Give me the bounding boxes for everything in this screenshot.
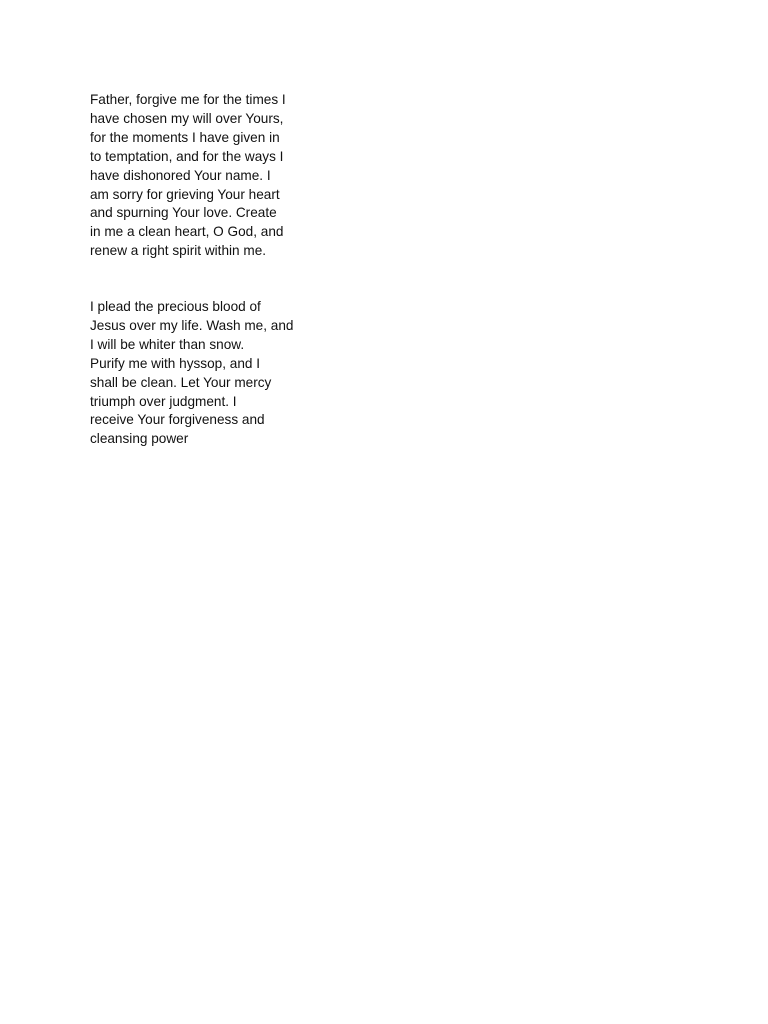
- text-line: have dishonored Your name. I: [90, 167, 271, 183]
- text-line: for the moments I have given in: [90, 129, 280, 145]
- text-line: Jesus over my life. Wash me, and: [90, 317, 294, 333]
- text-line: shall be clean. Let Your mercy: [90, 374, 272, 390]
- text-line: am sorry for grieving Your heart: [90, 186, 280, 202]
- text-line: I will be whiter than snow.: [90, 336, 245, 352]
- text-line: receive Your forgiveness and: [90, 412, 265, 428]
- text-line: Father, forgive me for the times I: [90, 92, 286, 107]
- paragraph-confession: [90, 91, 286, 261]
- text-line: Purify me with hyssop, and I: [90, 355, 260, 371]
- text-line: I plead the precious blood of: [90, 299, 261, 314]
- text-line: have chosen my will over Yours,: [90, 110, 284, 126]
- text-line: renew a right spirit within me.: [90, 243, 267, 259]
- text-line: to temptation, and for the ways I: [90, 148, 284, 164]
- text-line: triumph over judgment. I: [90, 393, 237, 409]
- paragraph-cleansing: [90, 298, 293, 449]
- text-line: cleansing power: [90, 431, 189, 447]
- text-line: in me a clean heart, O God, and: [90, 224, 284, 240]
- text-line: and spurning Your love. Create: [90, 205, 277, 221]
